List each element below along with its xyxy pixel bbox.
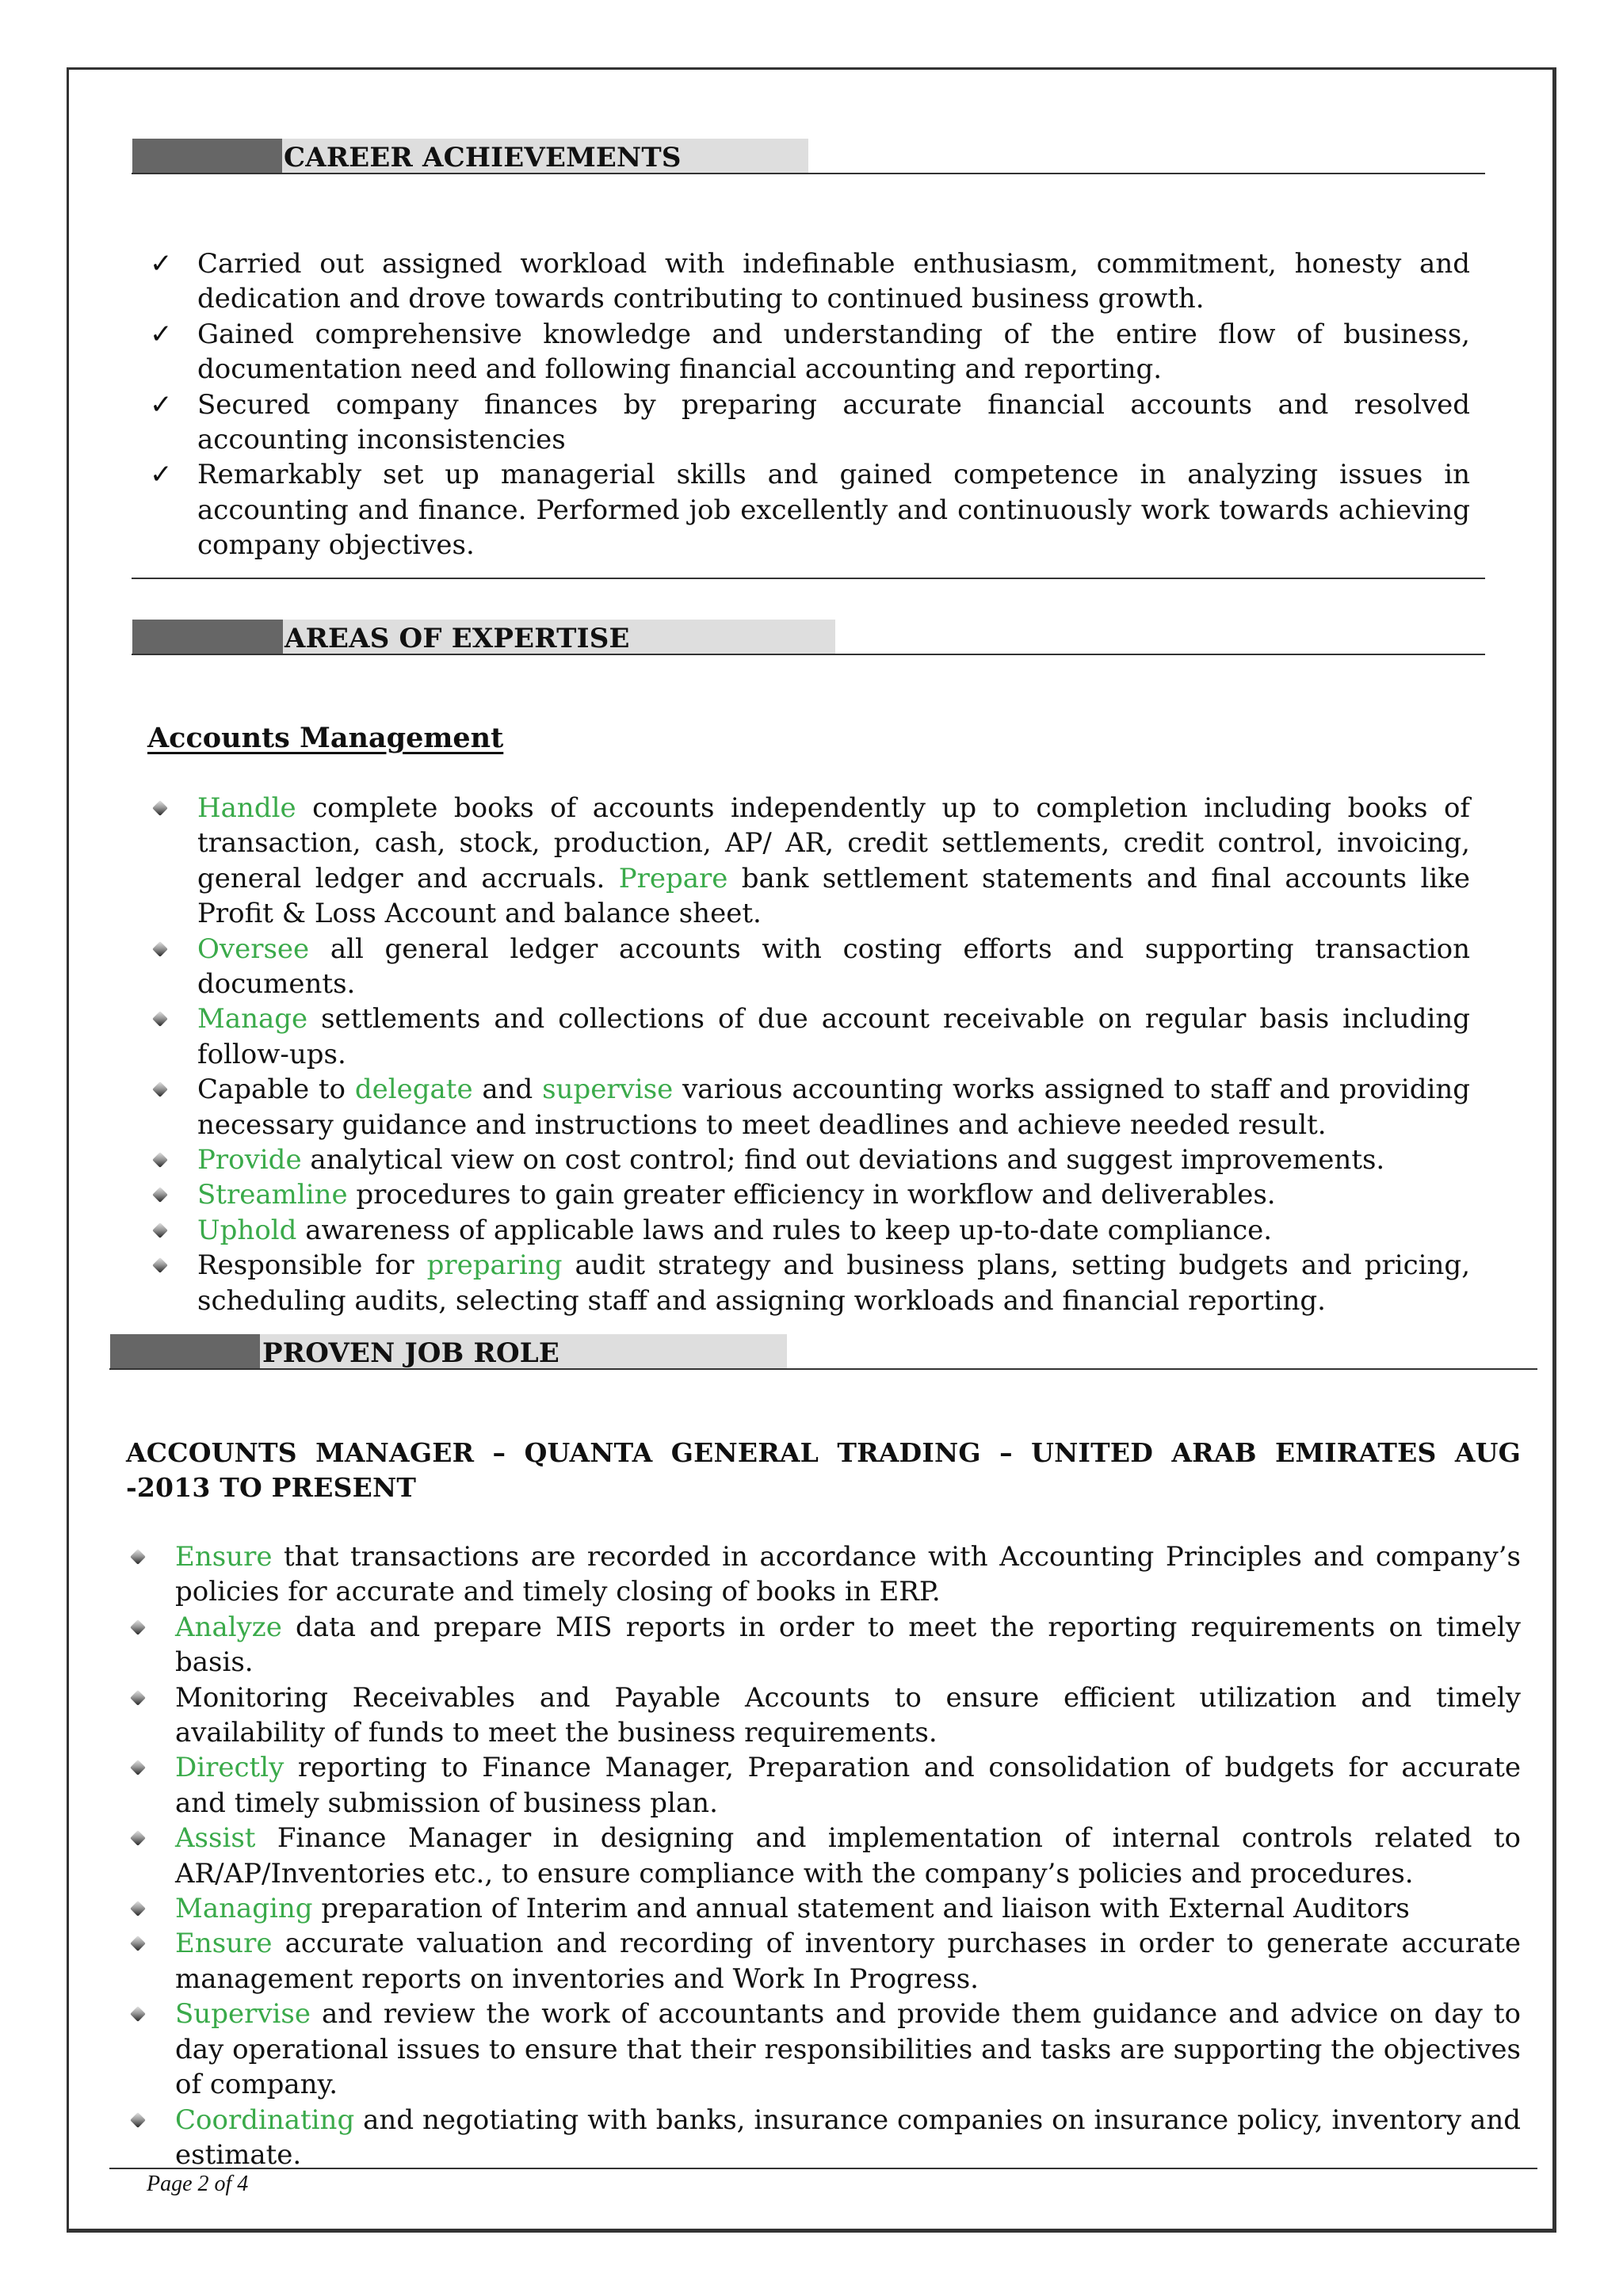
section-rule	[132, 173, 1485, 174]
bullet-icon	[130, 1549, 146, 1565]
bullet-icon	[130, 1690, 146, 1706]
list-item: Managing preparation of Interim and annual statement and liaison with External Auditors	[126, 1891, 1521, 1926]
page-number: Page 2 of 4	[147, 2172, 249, 2196]
checkmark-icon: ✓	[150, 388, 173, 421]
bullet-icon	[130, 2112, 146, 2128]
list-item: Analyze data and prepare MIS reports in order to meet the reporting requirements on timely basis.	[126, 1610, 1521, 1680]
checkmark-icon: ✓	[150, 248, 173, 280]
section-rule	[109, 1368, 1537, 1370]
bullet-icon	[152, 1152, 168, 1168]
list-item: Supervise and review the work of accountants and provide them guidance and advice on day to day operational issues to ensure that their responsibilities and tasks are supporting the objectives of company.	[126, 1997, 1521, 2102]
expertise-list	[148, 791, 1470, 1318]
section-header-career-achievements	[132, 139, 808, 174]
list-item: Monitoring Receivables and Payable Accounts to ensure efficient utilization and timely availability of funds to meet the business requirements.	[126, 1680, 1521, 1751]
section-title: PROVEN JOB ROLE	[262, 1337, 560, 1369]
bullet-icon	[152, 941, 168, 957]
list-item: Manage settlements and collections of due account receivable on regular basis including follow-ups.	[148, 1001, 1470, 1072]
bullet-icon	[152, 1081, 168, 1097]
list-item: Uphold awareness of applicable laws and rules to keep up-to-date compliance.	[148, 1213, 1470, 1248]
list-item: Streamline procedures to gain greater efficiency in workflow and deliverables.	[148, 1177, 1470, 1212]
checkmark-icon: ✓	[150, 459, 173, 491]
list-item: ✓ Gained comprehensive knowledge and understanding of the entire flow of business, documentation need and following financial accounting and reporting.	[150, 318, 1470, 386]
career-achievements-list	[148, 246, 1470, 563]
list-item: ✓ Secured company finances by preparing accurate financial accounts and resolved accounting inconsistencies	[150, 388, 1470, 456]
bullet-icon	[130, 1936, 146, 1952]
section-header-areas-of-expertise	[132, 620, 835, 654]
list-item: Provide analytical view on cost control; find out deviations and suggest improvements.	[148, 1142, 1470, 1177]
list-item: Capable to delegate and supervise various accounting works assigned to staff and providing necessary guidance and instructions to meet deadlines and achieve needed result.	[148, 1072, 1470, 1142]
bullet-icon	[130, 1760, 146, 1776]
list-item: Ensure that transactions are recorded in accordance with Accounting Principles and company’s policies for accurate and timely closing of books in ERP.	[126, 1539, 1521, 1610]
bullet-icon	[152, 800, 168, 816]
list-item: Handle complete books of accounts independently up to completion including books of transaction, cash, stock, production, AP/ AR, credit settlements, credit control, invoicing, general ledger and accruals. Prepare bank settlement statements and final accounts like Profit & Loss Account and balance sheet.	[148, 791, 1470, 932]
checkmark-icon: ✓	[150, 318, 173, 350]
bullet-icon	[152, 1012, 168, 1028]
bullet-icon	[152, 1257, 168, 1273]
bullet-icon	[152, 1222, 168, 1238]
footer-rule	[109, 2168, 1537, 2169]
divider	[132, 578, 1485, 579]
bullet-icon	[152, 1188, 168, 1203]
list-item: Assist Finance Manager in designing and implementation of internal controls related to AR/AP/Inventories etc., to ensure compliance with the company’s policies and procedures.	[126, 1821, 1521, 1891]
list-item: ✓ Carried out assigned workload with indefinable enthusiasm, commitment, honesty and dedication and drove towards contributing to continued business growth.	[150, 248, 1470, 315]
section-title: AREAS OF EXPERTISE	[285, 623, 630, 654]
job-role-list	[126, 1539, 1521, 2172]
job-title: ACCOUNTS MANAGER – QUANTA GENERAL TRADING – UNITED ARAB EMIRATES AUG -2013 TO PRESENT	[126, 1437, 1521, 1504]
bullet-icon	[130, 1901, 146, 1917]
list-item: Responsible for preparing audit strategy and business plans, setting budgets and pricing, scheduling audits, selecting staff and assigning workloads and financial reporting.	[148, 1248, 1470, 1318]
section-rule	[132, 654, 1485, 655]
section-header-proven-job-role	[110, 1334, 787, 1369]
list-item: Ensure accurate valuation and recording of inventory purchases in order to generate accurate management reports on inventories and Work In Progress.	[126, 1926, 1521, 1997]
bullet-icon	[130, 1619, 146, 1635]
list-item: Directly reporting to Finance Manager, Preparation and consolidation of budgets for accurate and timely submission of business plan.	[126, 1750, 1521, 1821]
list-item: ✓ Remarkably set up managerial skills and gained competence in analyzing issues in accounting and finance. Performed job excellently and continuously work towards achieving company objectives.	[150, 459, 1470, 562]
section-title: CAREER ACHIEVEMENTS	[284, 142, 682, 174]
subheading-accounts-management: Accounts Management	[147, 722, 504, 754]
list-item: Oversee all general ledger accounts with costing efforts and supporting transaction documents.	[148, 932, 1470, 1002]
bullet-icon	[130, 1830, 146, 1846]
bullet-icon	[130, 2006, 146, 2022]
list-item: Coordinating and negotiating with banks, insurance companies on insurance policy, inventory and estimate.	[126, 2103, 1521, 2173]
